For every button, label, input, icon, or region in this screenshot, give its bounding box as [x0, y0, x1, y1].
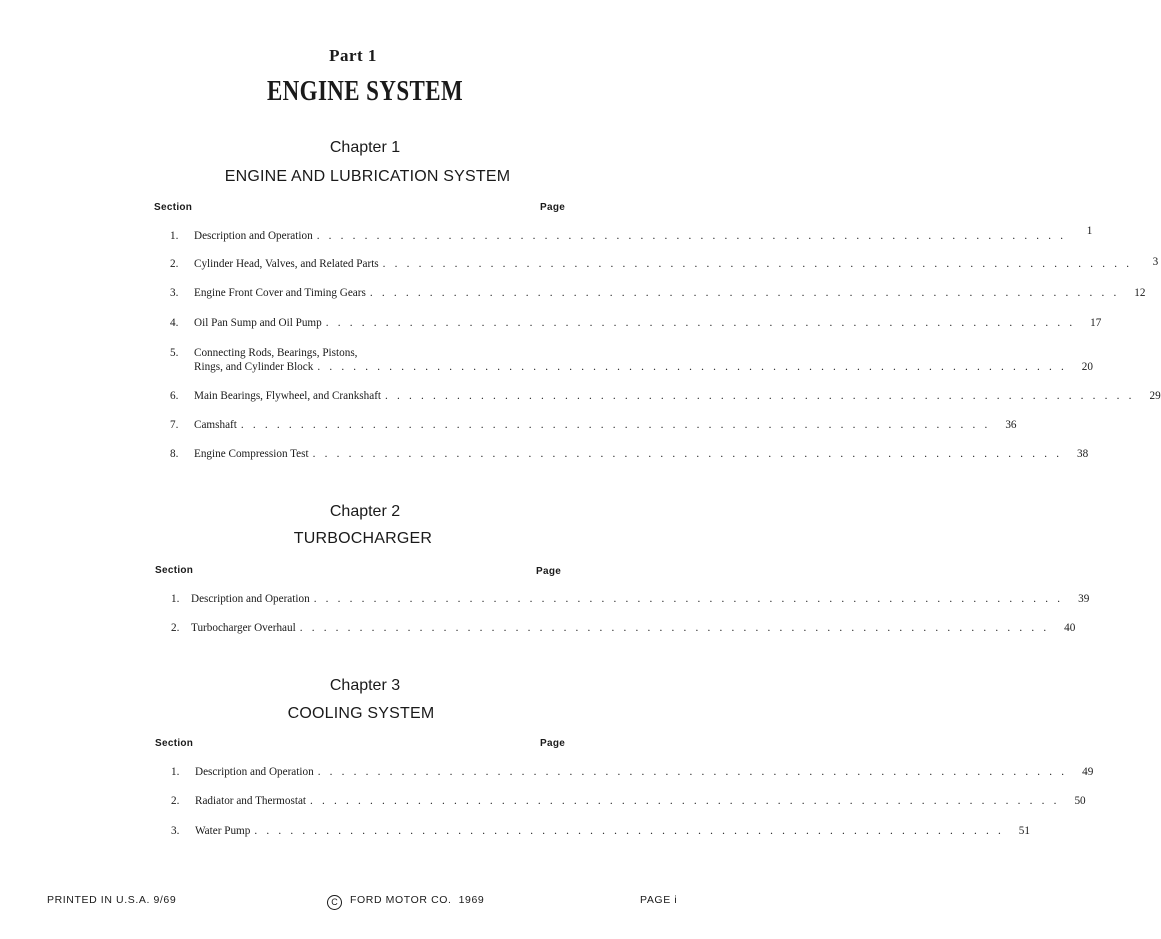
entry-title: Main Bearings, Flywheel, and Crankshaft: [194, 390, 382, 402]
entry-page: 38: [1077, 448, 1089, 460]
chapter-3-title: COOLING SYSTEM: [287, 705, 435, 722]
entry-title: Rings, and Cylinder Block: [194, 361, 314, 373]
dot-leader: . . . . . . . . . . . . . . . . . . . . . . . . . . . . . . . . . . . . . . . . . . . . . . . . . . . . . . . . . . . . . . .: [325, 317, 1076, 329]
entry-page: 36: [1005, 419, 1017, 431]
entry-number: 4.: [170, 317, 179, 329]
chapter-3-section-label: Section: [155, 738, 194, 749]
dot-leader: . . . . . . . . . . . . . . . . . . . . . . . . . . . . . . . . . . . . . . . . . . . . . . . . . . . . . . . . . . . . . . .: [299, 622, 1050, 634]
chapter-2-number: Chapter 2: [329, 503, 401, 520]
entry-title: Description and Operation: [195, 766, 314, 778]
toc-entry: [170, 286, 1146, 300]
entry-title: Cylinder Head, Valves, and Related Parts: [194, 258, 379, 270]
entry-page: 1: [1086, 225, 1093, 237]
entry-title: Camshaft: [194, 419, 237, 431]
toc-entry: [170, 316, 1102, 330]
chapter-3-page-label: Page: [540, 738, 566, 749]
chapter-1-page-label: Page: [540, 202, 566, 213]
toc-entry: [171, 621, 1076, 635]
entry-number: 7.: [170, 419, 179, 431]
dot-leader: . . . . . . . . . . . . . . . . . . . . . . . . . . . . . . . . . . . . . . . . . . . . . . . . . . . . . . . . . . . . . . .: [312, 448, 1063, 460]
dot-leader: . . . . . . . . . . . . . . . . . . . . . . . . . . . . . . . . . . . . . . . . . . . . . . . . . . . . . . . . . . . . . . .: [313, 593, 1064, 605]
entry-page: 12: [1134, 287, 1146, 299]
toc-entry: [170, 418, 1017, 432]
entry-title: Oil Pan Sump and Oil Pump: [194, 317, 322, 329]
entry-page: 39: [1078, 593, 1090, 605]
entry-number: 8.: [170, 448, 179, 460]
chapter-1-title: ENGINE AND LUBRICATION SYSTEM: [224, 168, 511, 185]
entry-number: 2.: [171, 795, 180, 807]
entry-title: Engine Front Cover and Timing Gears: [194, 287, 366, 299]
toc-entry: [170, 225, 1093, 243]
entry-title: Turbocharger Overhaul: [191, 622, 296, 634]
entry-number: 3.: [170, 287, 179, 299]
toc-entry: [171, 794, 1086, 808]
chapter-2-title: TURBOCHARGER: [293, 530, 433, 547]
chapter-1-section-label: Section: [154, 202, 193, 213]
entry-number: 2.: [170, 258, 179, 270]
entry-number: 5.: [170, 347, 179, 359]
dot-leader: . . . . . . . . . . . . . . . . . . . . . . . . . . . . . . . . . . . . . . . . . . . . . . . . . . . . . . . . . . . . . . .: [385, 390, 1135, 402]
chapter-3-number: Chapter 3: [329, 677, 401, 694]
footer-copyright: [327, 894, 484, 910]
entry-title: Engine Compression Test: [194, 448, 309, 460]
entry-title: Description and Operation: [194, 230, 313, 242]
dot-leader: . . . . . . . . . . . . . . . . . . . . . . . . . . . . . . . . . . . . . . . . . . . . . . . . . . . . . . . . . . . . . . .: [240, 419, 991, 431]
toc-entry: [171, 592, 1090, 606]
part-heading: Part 1: [329, 46, 377, 65]
dot-leader: . . . . . . . . . . . . . . . . . . . . . . . . . . . . . . . . . . . . . . . . . . . . . . . . . . . . . . . . . . . . . . .: [317, 766, 1068, 778]
dot-leader: . . . . . . . . . . . . . . . . . . . . . . . . . . . . . . . . . . . . . . . . . . . . . . . . . . . . . . . . . . . . . . .: [310, 795, 1060, 807]
entry-page: 29: [1149, 390, 1161, 402]
entry-page: 50: [1074, 795, 1086, 807]
entry-page: 51: [1018, 825, 1030, 837]
entry-number: 1.: [170, 230, 179, 242]
footer-page-number: PAGE i: [640, 894, 678, 906]
toc-entry: [170, 346, 1093, 374]
toc-entry: [170, 256, 1159, 271]
toc-entry: [171, 765, 1094, 779]
copyright-icon: C: [327, 895, 342, 910]
toc-entry: [170, 389, 1161, 403]
dot-leader: . . . . . . . . . . . . . . . . . . . . . . . . . . . . . . . . . . . . . . . . . . . . . . . . . . . . . . . . . . . . . . .: [316, 230, 1067, 242]
entry-title-line1: Connecting Rods, Bearings, Pistons,: [194, 347, 358, 359]
chapter-2-page-label: Page: [536, 566, 562, 577]
entry-number: 3.: [171, 825, 180, 837]
entry-title: Water Pump: [195, 825, 251, 837]
footer-copyright-text: FORD MOTOR CO. 1969: [350, 894, 485, 906]
entry-number: 2.: [171, 622, 180, 634]
entry-title: Description and Operation: [191, 593, 310, 605]
footer-printed: PRINTED IN U.S.A. 9/69: [47, 894, 177, 906]
entry-page: 17: [1090, 317, 1102, 329]
dot-leader: . . . . . . . . . . . . . . . . . . . . . . . . . . . . . . . . . . . . . . . . . . . . . . . . . . . . . . . . . . . . . . .: [382, 258, 1133, 270]
entry-page: 49: [1082, 766, 1094, 778]
dot-leader: . . . . . . . . . . . . . . . . . . . . . . . . . . . . . . . . . . . . . . . . . . . . . . . . . . . . . . . . . . . . . . .: [369, 287, 1120, 299]
dot-leader: . . . . . . . . . . . . . . . . . . . . . . . . . . . . . . . . . . . . . . . . . . . . . . . . . . . . . . . . . . . . . . .: [254, 825, 1004, 837]
entry-page: 3: [1152, 256, 1159, 268]
entry-number: 6.: [170, 390, 179, 402]
toc-entry: [170, 447, 1089, 461]
toc-entry: [171, 824, 1030, 838]
entry-number: 1.: [171, 766, 180, 778]
entry-page: 40: [1064, 622, 1076, 634]
chapter-1-number: Chapter 1: [329, 139, 401, 156]
entry-number: 1.: [171, 593, 180, 605]
entry-title: Radiator and Thermostat: [195, 795, 307, 807]
dot-leader: . . . . . . . . . . . . . . . . . . . . . . . . . . . . . . . . . . . . . . . . . . . . . . . . . . . . . . . . . . . . . . .: [317, 361, 1067, 373]
entry-page: 20: [1081, 361, 1093, 373]
chapter-2-section-label: Section: [155, 565, 194, 576]
system-title: ENGINE SYSTEM: [266, 76, 464, 107]
